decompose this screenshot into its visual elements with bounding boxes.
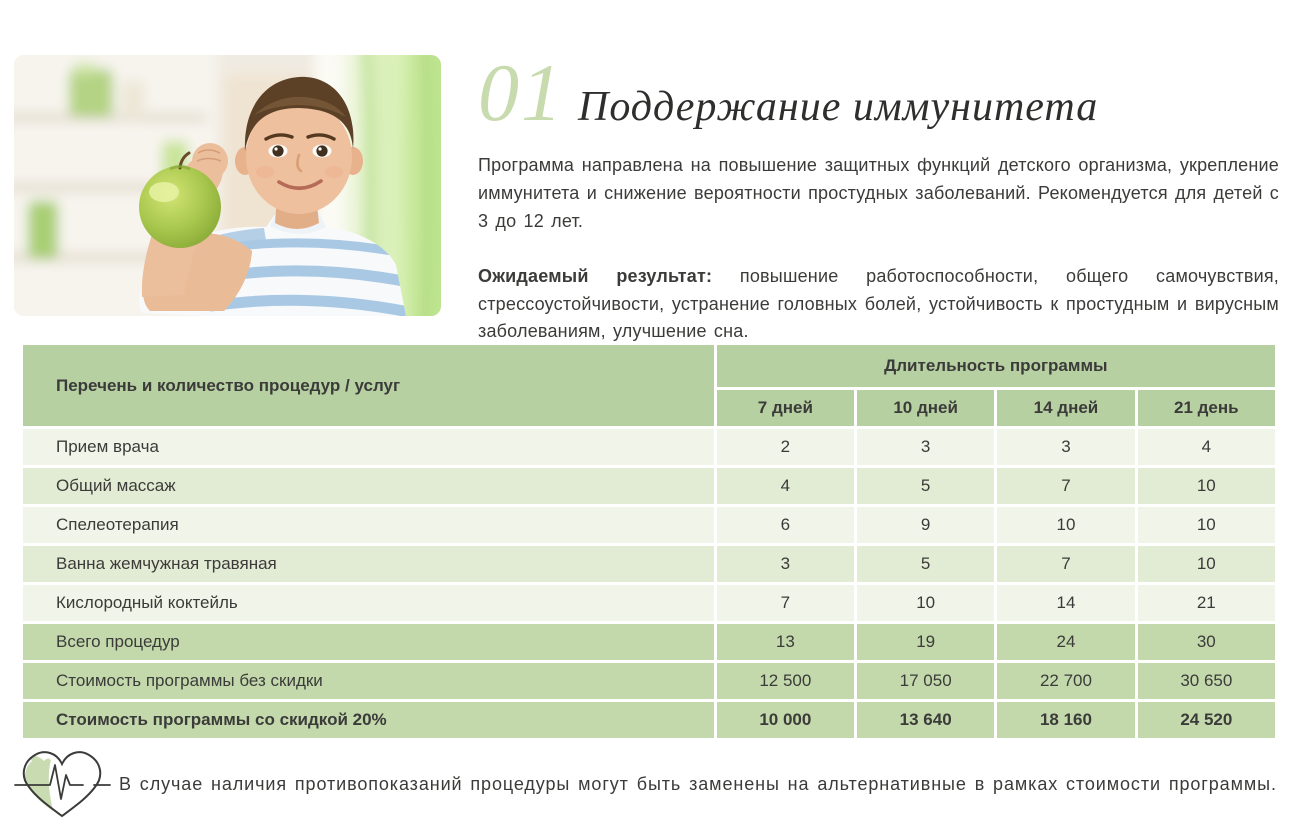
row-label: Стоимость программы со скидкой 20% (23, 702, 714, 738)
program-table (20, 342, 1278, 741)
row-value: 12 500 (717, 663, 854, 699)
row-value: 19 (857, 624, 994, 660)
row-value: 17 050 (857, 663, 994, 699)
boy-with-apple-illustration (14, 55, 441, 316)
row-value: 7 (997, 468, 1134, 504)
row-value: 18 160 (997, 702, 1134, 738)
row-value: 4 (1138, 429, 1275, 465)
expected-result-paragraph (478, 263, 1279, 347)
row-value: 30 650 (1138, 663, 1275, 699)
row-value: 10 (997, 507, 1134, 543)
row-value: 5 (857, 546, 994, 582)
row-value: 7 (717, 585, 854, 621)
row-value: 10 (1138, 468, 1275, 504)
intro-paragraph: Программа направлена на повышение защитных функций детского организма, укрепление иммунитета и снижение вероятности простудных заболеваний. Рекомендуется для детей с 3 до 12 лет. (478, 155, 1279, 231)
row-value: 3 (857, 429, 994, 465)
expected-result-text: повышение работоспособности, общего самочувствия, стрессоустойчивости, устранение головных болей, устойчивость к простудным и вирусным заболеваниям, улучшение сна. (478, 265, 1279, 342)
table-row (23, 702, 1275, 738)
boy-with-apple-photo (14, 55, 441, 316)
expected-result-label: Ожидаемый результат: (478, 265, 713, 286)
row-value: 10 (1138, 546, 1275, 582)
row-value: 13 640 (857, 702, 994, 738)
row-value: 24 520 (1138, 702, 1275, 738)
row-value: 6 (717, 507, 854, 543)
row-label: Общий массаж (23, 468, 714, 504)
row-label: Ванна жемчужная травяная (23, 546, 714, 582)
row-value: 9 (857, 507, 994, 543)
row-value: 3 (997, 429, 1134, 465)
table-header-services: Перечень и количество процедур / услуг (23, 345, 714, 426)
row-value: 14 (997, 585, 1134, 621)
row-value: 21 (1138, 585, 1275, 621)
row-label: Спелеотерапия (23, 507, 714, 543)
footnote-text: В случае наличия противопоказаний процедуры могут быть заменены на альтернативные в рамках стоимости программы. (119, 773, 1277, 794)
text-column (478, 47, 1279, 346)
page-title: Поддержание иммунитета (578, 84, 1099, 130)
table-row (23, 624, 1275, 660)
row-value: 10 000 (717, 702, 854, 738)
row-value: 10 (857, 585, 994, 621)
row-label: Прием врача (23, 429, 714, 465)
duration-col-header: 21 день (1138, 390, 1275, 426)
table-row (23, 585, 1275, 621)
row-label: Кислородный коктейль (23, 585, 714, 621)
footnote (14, 744, 1282, 824)
duration-col-header: 7 дней (717, 390, 854, 426)
row-label: Всего процедур (23, 624, 714, 660)
title-row (478, 47, 1279, 138)
heart-ekg-icon (14, 747, 111, 821)
row-value: 3 (717, 546, 854, 582)
table-row (23, 663, 1275, 699)
row-value: 24 (997, 624, 1134, 660)
table-row (23, 546, 1275, 582)
table-row (23, 507, 1275, 543)
row-value: 4 (717, 468, 854, 504)
section-number: 01 (478, 47, 564, 138)
row-value: 2 (717, 429, 854, 465)
table-header-duration: Длительность программы (717, 345, 1275, 387)
row-value: 22 700 (997, 663, 1134, 699)
row-value: 10 (1138, 507, 1275, 543)
row-value: 30 (1138, 624, 1275, 660)
table-row (23, 429, 1275, 465)
row-value: 5 (857, 468, 994, 504)
duration-col-header: 14 дней (997, 390, 1134, 426)
row-value: 13 (717, 624, 854, 660)
duration-col-header: 10 дней (857, 390, 994, 426)
row-label: Стоимость программы без скидки (23, 663, 714, 699)
table-row (23, 468, 1275, 504)
row-value: 7 (997, 546, 1134, 582)
